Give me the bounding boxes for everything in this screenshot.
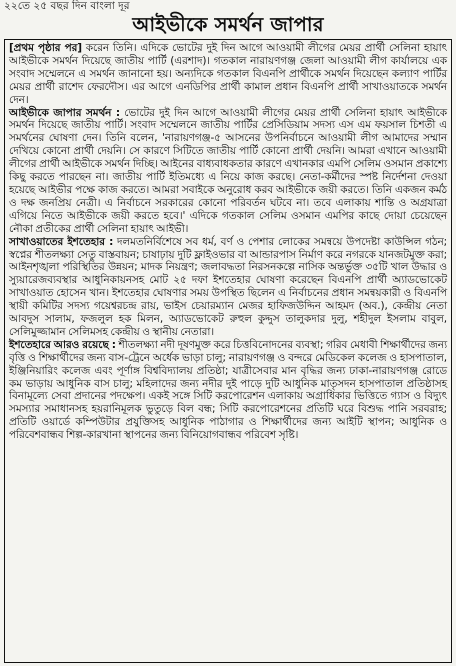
kicker-manifesto-more: ইশতেহারে আরও রয়েছে : (9, 338, 116, 351)
paragraph-japa-support (9, 107, 447, 236)
kicker-continued-from-front: [প্রথম পৃষ্ঠার পর] (9, 42, 82, 54)
paragraph-text: শীতলক্ষ্যা নদী দূষণমুক্ত করে চিত্তবিনোদনের ব্যবস্থা; গরিব মেধাবী শিক্ষার্থীদের জন্য বৃত্তি ও শিক্ষার্থীদের জন্য বাস-ট্রেনে অর্ধেক ভাড়া চালু; নারায়ণগঞ্জ ও বন্দরে মেডিকেল কলেজ ও হাসপাতাল, ইঞ্জিনিয়ারিং কলেজ এবং পূর্ণাঙ্গ বিশ্ববিদ্যালয় প্রতিষ্ঠা; যাত্রীসেবার মান বৃদ্ধির জন্য ঢাকা-নারায়ণগঞ্জ রোডে কম ভাড়ায় আধুনিক বাস চালু; মহিলাদের জন্য নদীর দুই পাড়ে দুটি আধুনিক মাতৃসদন হাসপাতাল প্রতিষ্ঠাসহ বিনামূল্যে সেবা প্রদানের পদক্ষেপ। একই সঙ্গে সিটি করপোরেশন এলাকায় অগ্রাধিকার ভিত্তিতে গ্যাস ও বিদ্যুৎ সমস্যার সমাধানসহ হয়রানিমূলক ভুতুড়ে বিল বন্ধ; সিটি করপোরেশনের প্রতিটি ঘরে বিশুদ্ধ পানি সরবরাহ; প্রতিটি ওয়ার্ডে কম্পিউটার প্রযুক্তিসহ আধুনিক পাঠাগার ও শিক্ষার্থীদের জন্য আইটি স্থাপন; আধুনিক ও পরিবেশবান্ধব শিল্প-কারখানা স্থাপনের জন্য বিনিয়োগবান্ধব পরিবেশ সৃষ্টি। (9, 338, 447, 442)
paragraph-continuation (9, 42, 447, 107)
paragraph-manifesto (9, 236, 447, 339)
paragraph-text: দলমতনির্বিশেষে সব ধর্ম, বর্ণ ও পেশার লোকের সমন্বয়ে উপদেষ্টা কাউন্সিল গঠন; স্বপ্নের শীতলক্ষ্যা সেতু বাস্তবায়ন; চাষাঢ়ায় দুটি ফ্লাইওভার বা আন্ডারপাস নির্মাণ করে নগরকে যানজটমুক্ত করা; আইনশৃঙ্খলা পরিস্থিতির উন্নয়ন; মাদক নিয়ন্ত্রণ; জলাবদ্ধতা নিরসনকল্পে নাসিক অন্তর্ভুক্ত ৩৫টি খাল উদ্ধার ও স্যুয়ারেজব্যবস্থার আধুনিকায়নসহ মোট ২৫ দফা ইশতেহার ঘোষণা করেছেন বিএনপি প্রার্থী অ্যাডভোকেট সাখাওয়াত হোসেন খান। ইশতেহার ঘোষণার সময় উপস্থিত ছিলেন এ নির্বাচনের প্রধান সমন্বয়কারী ও বিএনপি স্থায়ী কমিটির সদস্য গয়েশ্বরচন্দ্র রায়, ভাইস চেয়ারম্যান মেজর হাফিজউদ্দিন আহমদ (অব.), কেন্দ্রীয় নেতা আবদুস সালাম, ফজলুল হক মিলন, অ্যাডভোকেট রুহুল কুদ্দুস তালুকদার দুলু, শহীদুল ইসলাম বাবুল, সেলিমুজ্জামান সেলিমসহ কেন্দ্রীয় ও স্থানীয় নেতারা। (9, 235, 447, 338)
kicker-manifesto: সাখাওয়াতের ইশতেহার : (9, 235, 114, 248)
paragraph-text: ভোটের দুই দিন আগে আওয়ামী লীগের মেয়র প্রার্থী সেলিনা হায়াৎ আইভীকে সমর্থন দিয়েছে জাতীয় পার্টি। সংবাদ সম্মেলনে জাতীয় পার্টির প্রেসিডিয়াম সদস্য এস এম ফয়সাল চিশতী এ সমর্থনের ঘোষণা দেন। তিনি বলেন, 'নারায়ণগঞ্জ-৫ আসনের উপনির্বাচনে আওয়ামী লীগ আমাদের সম্মান দেখিয়ে কোনো প্রার্থী দেয়নি। সে কারণে সিটিতে জাতীয় পার্টি কোনো প্রার্থী দেয়নি। আমরা এখানে আওয়ামী লীগের প্রার্থী আইভীকে সমর্থন দিচ্ছি। আইনের বাধ্যবাধকতার কারণে এখানকার এমপি সেলিম ওসমান প্রকাশ্যে কিছু করতে পারছেন না। জাতীয় পার্টি ইতিমধ্যে এ নিয়ে কাজ করছে। নেতা-কর্মীদের স্পষ্ট নির্দেশনা দেওয়া হয়েছে আইভীর পক্ষে কাজ করতে। আমরা সবাইকে অনুরোধ করব আইভীকে জয়ী করতে। তিনি একজন কর্মঠ ও দক্ষ জনপ্রিয় নেত্রী। এ নির্বাচনে সরকারের কোনো পরিবর্তন ঘটবে না। তবে এলাকায় শান্তি ও অগ্রযাত্রা এগিয়ে নিতে আইভীকে জয়ী করতে হবে।' এদিকে গতকাল সেলিম ওসমান এমপির কাছে দোয়া চেয়েছেন নৌকা প্রতীকের প্রার্থী সেলিনা হায়াৎ আইভী। (9, 106, 448, 235)
previous-article-fragment: ২২তে ২৫ বছর দিন বাংলা দূর (4, 0, 130, 12)
headline: আইভীকে সমর্থন জাপার (132, 13, 324, 36)
paragraph-manifesto-more (9, 339, 447, 442)
kicker-japa-support: আইভীকে জাপার সমর্থন : (9, 106, 120, 119)
paragraph-text: করেন তিনি। এদিকে ভোটের দুই দিন আগে আওয়ামী লীগের মেয়র প্রার্থী সেলিনা হায়াৎ আইভীকে সমর্থন দিয়েছে জাতীয় পার্টি (এরশাদ)। গতকাল নারায়ণগঞ্জ জেলা আওয়ামী লীগ কার্যালয়ে এক সংবাদ সম্মেলনে এ সমর্থন জানানো হয়। অন্যদিকে গতকাল বিএনপি প্রার্থীকে সমর্থন দিয়েছেন কল্যাণ পার্টির মেয়র প্রার্থী রাশেদ ফেরদৌস। এর আগে এনডিপির প্রার্থী কামাল প্রধান বিএনপি প্রার্থী সাখাওয়াতকে সমর্থন দেন। (9, 42, 447, 106)
article-box (4, 39, 452, 663)
